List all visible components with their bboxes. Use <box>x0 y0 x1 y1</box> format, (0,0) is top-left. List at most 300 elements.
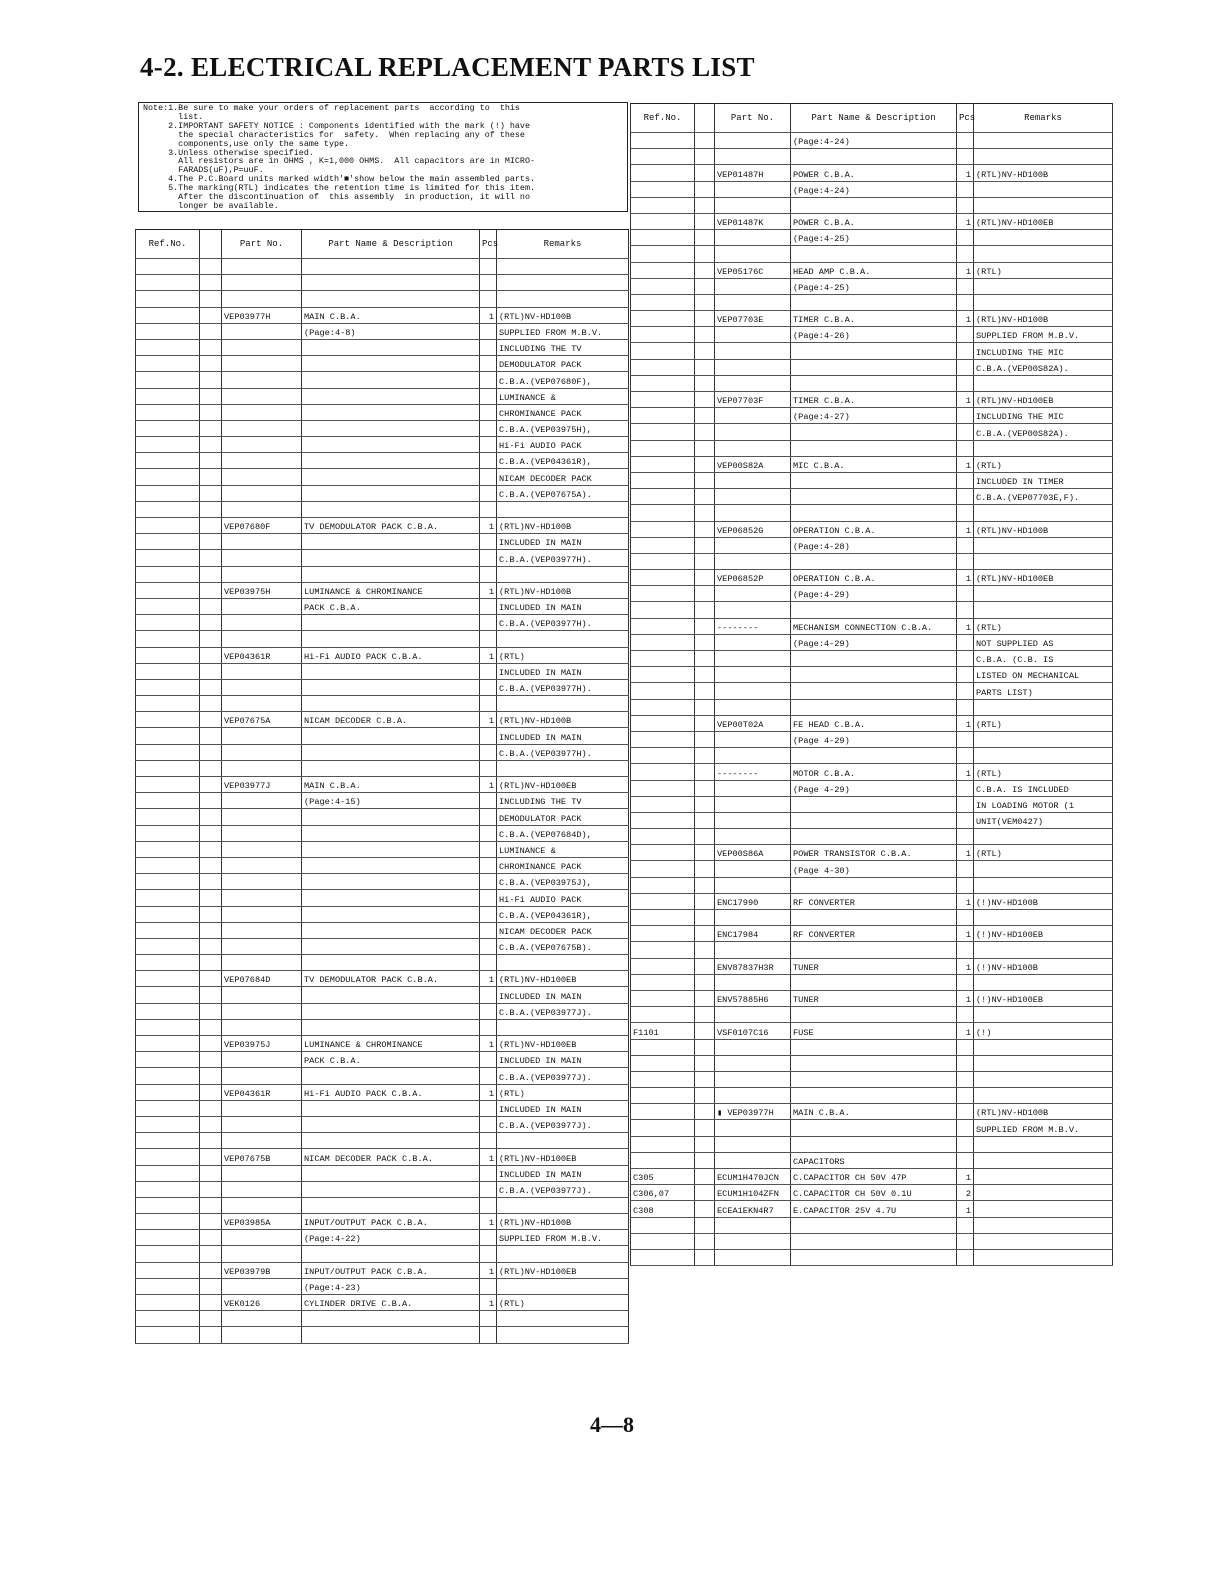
cell-ref-no <box>631 294 695 310</box>
cell-remarks: C.B.A.(VEP04361R), <box>497 906 629 922</box>
cell-part-no <box>715 1152 791 1168</box>
cell-ref-no <box>631 618 695 634</box>
cell-remarks <box>974 1201 1113 1217</box>
table-row <box>136 1133 629 1149</box>
cell-remarks: CHROMINANCE PACK <box>497 404 629 420</box>
cell-ref-no <box>136 874 200 890</box>
cell-ref-no <box>136 1311 200 1327</box>
notes-box <box>138 102 628 212</box>
cell-pcs <box>957 974 974 990</box>
cell-ref-no <box>136 1133 200 1149</box>
cell-description: TIMER C.B.A. <box>791 311 957 327</box>
cell-description: RF CONVERTER <box>791 926 957 942</box>
cell-part-no <box>222 404 302 420</box>
table-row <box>136 323 629 339</box>
cell-description: (Page:4-8) <box>302 323 480 339</box>
table-row <box>136 437 629 453</box>
cell-part-no <box>222 906 302 922</box>
cell-description <box>302 631 480 647</box>
table-row <box>631 926 1113 942</box>
cell-ref-no <box>136 1003 200 1019</box>
cell-description <box>791 667 957 683</box>
cell-pcs <box>480 955 497 971</box>
cell-description: Hi-Fi AUDIO PACK C.B.A. <box>302 647 480 663</box>
cell-description: TIMER C.B.A. <box>791 392 957 408</box>
table-row <box>631 424 1113 440</box>
cell-remarks: (RTL) <box>497 647 629 663</box>
cell-ref-no <box>136 388 200 404</box>
cell-pcs <box>480 906 497 922</box>
cell-pcs <box>957 796 974 812</box>
cell-ref-no <box>136 696 200 712</box>
cell-part-no <box>222 1133 302 1149</box>
cell-remarks <box>974 1007 1113 1023</box>
cell-ref-no <box>631 812 695 828</box>
cell-part-no <box>715 667 791 683</box>
cell-ref-no <box>631 1120 695 1136</box>
cell-description <box>302 1068 480 1084</box>
cell-description <box>302 1165 480 1181</box>
cell-description <box>791 149 957 165</box>
cell-description: LUMINANCE & CHROMINANCE <box>302 1036 480 1052</box>
table-row <box>631 278 1113 294</box>
note-line: the special characteristics for safety. When replacing any of these <box>143 129 525 140</box>
cell-ref-no <box>631 408 695 424</box>
cell-part-no <box>222 841 302 857</box>
cell-pcs <box>480 987 497 1003</box>
cell-part-no: ECEA1EKN4R7 <box>715 1201 791 1217</box>
cell-remarks <box>497 1133 629 1149</box>
cell-pcs: 1 <box>480 1149 497 1165</box>
cell-remarks: C.B.A.(VEP03975H), <box>497 420 629 436</box>
cell-part-no <box>715 230 791 246</box>
header-pcs: Pcs <box>957 104 974 133</box>
cell-part-no: VEP07703F <box>715 392 791 408</box>
cell-description <box>302 420 480 436</box>
cell-remarks: (RTL)NV-HD100B <box>974 311 1113 327</box>
cell-pcs <box>480 1246 497 1262</box>
table-row <box>136 1262 629 1278</box>
table-row <box>136 841 629 857</box>
cell-ref-no <box>631 780 695 796</box>
table-row <box>631 392 1113 408</box>
cell-remarks: C.B.A.(VEP07703E,F). <box>974 489 1113 505</box>
cell-description: C.CAPACITOR CH 50V 0.1U <box>791 1185 957 1201</box>
cell-remarks <box>974 375 1113 391</box>
cell-part-no: VEP04361R <box>222 647 302 663</box>
table-row <box>136 339 629 355</box>
cell-part-no: VEP00T02A <box>715 715 791 731</box>
cell-description: PACK C.B.A. <box>302 1052 480 1068</box>
cell-pcs <box>480 1003 497 1019</box>
cell-pcs: 1 <box>480 1214 497 1230</box>
cell-description: OPERATION C.B.A. <box>791 570 957 586</box>
cell-part-no: ECUM1H104ZFN <box>715 1185 791 1201</box>
cell-ref-no <box>631 699 695 715</box>
table-row <box>631 246 1113 262</box>
cell-pcs <box>957 537 974 553</box>
table-row <box>631 1217 1113 1233</box>
cell-part-no <box>715 343 791 359</box>
cell-pcs <box>480 420 497 436</box>
cell-remarks: NOT SUPPLIED AS <box>974 634 1113 650</box>
cell-ref-no <box>631 181 695 197</box>
cell-remarks: (RTL) <box>497 1295 629 1311</box>
header-part-no: Part No. <box>222 230 302 259</box>
cell-description <box>302 501 480 517</box>
cell-description <box>791 1071 957 1087</box>
table-row <box>631 133 1113 149</box>
cell-description: TV DEMODULATOR PACK C.B.A. <box>302 971 480 987</box>
cell-part-no <box>715 1071 791 1087</box>
cell-description <box>302 728 480 744</box>
cell-part-no <box>222 631 302 647</box>
cell-remarks <box>974 230 1113 246</box>
cell-part-no <box>222 259 302 275</box>
cell-part-no: VEP07675B <box>222 1149 302 1165</box>
cell-part-no <box>715 1120 791 1136</box>
cell-description: (Page 4-30) <box>791 861 957 877</box>
cell-ref-no <box>136 420 200 436</box>
cell-remarks <box>974 197 1113 213</box>
cell-remarks: (!) <box>974 1023 1113 1039</box>
cell-description <box>791 1088 957 1104</box>
cell-remarks: C.B.A.(VEP03977H). <box>497 679 629 695</box>
cell-part-no <box>222 890 302 906</box>
cell-ref-no <box>136 1019 200 1035</box>
cell-pcs <box>957 829 974 845</box>
cell-ref-no <box>631 877 695 893</box>
cell-description <box>302 1246 480 1262</box>
cell-pcs: 1 <box>957 570 974 586</box>
cell-part-no: VEP06852P <box>715 570 791 586</box>
cell-ref-no: C308 <box>631 1201 695 1217</box>
cell-ref-no <box>136 1052 200 1068</box>
table-row <box>631 408 1113 424</box>
cell-ref-no <box>136 793 200 809</box>
cell-remarks: C.B.A. (C.B. IS <box>974 651 1113 667</box>
cell-description: (Page:4-15) <box>302 793 480 809</box>
cell-description <box>791 1249 957 1265</box>
cell-ref-no <box>136 1214 200 1230</box>
table-row <box>631 958 1113 974</box>
cell-part-no <box>715 440 791 456</box>
cell-remarks: INCLUDED IN MAIN <box>497 1100 629 1116</box>
cell-description <box>791 683 957 699</box>
cell-pcs <box>957 294 974 310</box>
cell-pcs: 1 <box>957 1201 974 1217</box>
cell-description <box>302 809 480 825</box>
cell-pcs <box>480 372 497 388</box>
cell-ref-no <box>136 825 200 841</box>
cell-ref-no <box>631 845 695 861</box>
cell-pcs <box>480 744 497 760</box>
table-row <box>136 1311 629 1327</box>
cell-ref-no <box>136 501 200 517</box>
cell-part-no <box>222 291 302 307</box>
cell-remarks <box>974 699 1113 715</box>
cell-description <box>791 197 957 213</box>
cell-description: HEAD AMP C.B.A. <box>791 262 957 278</box>
cell-description <box>791 1136 957 1152</box>
cell-pcs: 1 <box>957 392 974 408</box>
cell-ref-no <box>631 1104 695 1120</box>
cell-remarks <box>974 553 1113 569</box>
note-line: longer be available. <box>143 200 279 211</box>
cell-description <box>302 1311 480 1327</box>
cell-description <box>302 1003 480 1019</box>
cell-part-no <box>222 501 302 517</box>
cell-remarks: INCLUDING THE TV <box>497 793 629 809</box>
cell-remarks <box>974 829 1113 845</box>
cell-pcs <box>957 1249 974 1265</box>
cell-description <box>302 1100 480 1116</box>
cell-description <box>302 696 480 712</box>
cell-ref-no <box>136 1149 200 1165</box>
cell-pcs <box>957 910 974 926</box>
cell-part-no <box>715 699 791 715</box>
cell-description <box>791 877 957 893</box>
cell-pcs: 1 <box>480 647 497 663</box>
table-row <box>136 793 629 809</box>
table-row <box>136 1100 629 1116</box>
cell-description <box>302 534 480 550</box>
cell-pcs <box>957 699 974 715</box>
cell-remarks <box>974 731 1113 747</box>
cell-pcs <box>480 696 497 712</box>
cell-pcs: 1 <box>957 926 974 942</box>
note-line: components,use only the same type. <box>143 138 350 149</box>
cell-part-no <box>222 1052 302 1068</box>
cell-description: POWER TRANSISTOR C.B.A. <box>791 845 957 861</box>
cell-pcs: 1 <box>957 990 974 1006</box>
cell-ref-no <box>136 275 200 291</box>
cell-pcs <box>957 634 974 650</box>
page-title: 4-2. ELECTRICAL REPLACEMENT PARTS LIST <box>140 52 755 82</box>
cell-ref-no <box>631 1039 695 1055</box>
cell-part-no <box>715 327 791 343</box>
cell-pcs <box>480 1165 497 1181</box>
cell-ref-no <box>136 1084 200 1100</box>
cell-part-no <box>222 534 302 550</box>
cell-pcs: 1 <box>480 1262 497 1278</box>
cell-ref-no: F1101 <box>631 1023 695 1039</box>
cell-description <box>791 1217 957 1233</box>
cell-description: TUNER <box>791 958 957 974</box>
cell-description: E.CAPACITOR 25V 4.7U <box>791 1201 957 1217</box>
table-row <box>631 634 1113 650</box>
cell-part-no: ENV87837H3R <box>715 958 791 974</box>
cell-ref-no <box>136 1181 200 1197</box>
table-row <box>136 906 629 922</box>
cell-description <box>302 275 480 291</box>
cell-description: TUNER <box>791 990 957 1006</box>
cell-pcs: 1 <box>480 518 497 534</box>
cell-ref-no <box>136 809 200 825</box>
cell-remarks: (RTL) <box>974 456 1113 472</box>
table-row <box>631 505 1113 521</box>
cell-remarks: (RTL)NV-HD100B <box>497 582 629 598</box>
cell-pcs <box>957 861 974 877</box>
table-row <box>136 1214 629 1230</box>
cell-ref-no <box>631 489 695 505</box>
cell-description: POWER C.B.A. <box>791 165 957 181</box>
cell-description <box>791 1039 957 1055</box>
cell-ref-no <box>631 715 695 731</box>
table-row <box>136 598 629 614</box>
cell-remarks: (RTL) <box>974 715 1113 731</box>
table-row <box>136 712 629 728</box>
cell-part-no <box>222 679 302 695</box>
cell-part-no <box>715 246 791 262</box>
cell-ref-no <box>136 906 200 922</box>
table-row <box>136 550 629 566</box>
cell-description <box>302 1197 480 1213</box>
cell-ref-no <box>631 375 695 391</box>
cell-pcs <box>480 437 497 453</box>
cell-remarks <box>497 291 629 307</box>
cell-description: (Page:4-25) <box>791 278 957 294</box>
table-row <box>136 1084 629 1100</box>
table-row <box>631 764 1113 780</box>
cell-remarks <box>974 1055 1113 1071</box>
table-row <box>136 566 629 582</box>
table-row <box>631 586 1113 602</box>
cell-description: MIC C.B.A. <box>791 456 957 472</box>
page-number: 4—8 <box>590 1412 634 1437</box>
cell-part-no <box>222 1068 302 1084</box>
cell-remarks <box>497 1327 629 1343</box>
table-row <box>631 1169 1113 1185</box>
table-row <box>136 777 629 793</box>
cell-remarks: C.B.A.(VEP07675B). <box>497 938 629 954</box>
cell-remarks: NICAM DECODER PACK <box>497 469 629 485</box>
cell-part-no: VEP05176C <box>715 262 791 278</box>
table-row <box>631 165 1113 181</box>
cell-ref-no <box>136 1262 200 1278</box>
cell-description: (Page:4-29) <box>791 586 957 602</box>
cell-description: TV DEMODULATOR PACK C.B.A. <box>302 518 480 534</box>
cell-part-no <box>715 197 791 213</box>
cell-pcs <box>957 472 974 488</box>
cell-remarks: (RTL)NV-HD100B <box>497 518 629 534</box>
table-row <box>631 262 1113 278</box>
cell-pcs <box>480 841 497 857</box>
cell-ref-no <box>631 990 695 1006</box>
cell-part-no <box>222 825 302 841</box>
cell-pcs <box>480 453 497 469</box>
cell-pcs <box>480 728 497 744</box>
cell-description <box>791 1233 957 1249</box>
table-row <box>136 809 629 825</box>
table-row <box>631 683 1113 699</box>
cell-description: OPERATION C.B.A. <box>791 521 957 537</box>
cell-ref-no <box>136 469 200 485</box>
cell-pcs: 1 <box>480 582 497 598</box>
cell-pcs <box>480 809 497 825</box>
header-remarks: Remarks <box>974 104 1113 133</box>
cell-part-no: VEP00S82A <box>715 456 791 472</box>
cell-ref-no <box>631 1088 695 1104</box>
table-row <box>136 857 629 873</box>
cell-ref-no <box>136 582 200 598</box>
cell-part-no <box>222 566 302 582</box>
cell-description: (Page:4-25) <box>791 230 957 246</box>
cell-part-no <box>715 829 791 845</box>
cell-pcs <box>480 1019 497 1035</box>
cell-ref-no <box>136 404 200 420</box>
cell-pcs: 1 <box>480 1036 497 1052</box>
cell-description: (Page:4-27) <box>791 408 957 424</box>
cell-ref-no <box>136 615 200 631</box>
cell-pcs <box>480 1311 497 1327</box>
cell-part-no: VEP03977J <box>222 777 302 793</box>
cell-description <box>791 910 957 926</box>
cell-pcs: 1 <box>957 1023 974 1039</box>
table-row <box>631 1120 1113 1136</box>
table-row <box>136 1052 629 1068</box>
cell-part-no <box>715 489 791 505</box>
table-row <box>631 1023 1113 1039</box>
cell-ref-no <box>136 566 200 582</box>
cell-remarks <box>974 1071 1113 1087</box>
cell-part-no <box>222 437 302 453</box>
cell-ref-no <box>136 1295 200 1311</box>
cell-remarks: C.B.A.(VEP03977J). <box>497 1116 629 1132</box>
cell-part-no <box>222 1327 302 1343</box>
cell-ref-no <box>631 246 695 262</box>
table-row <box>631 327 1113 343</box>
cell-pcs <box>957 780 974 796</box>
cell-pcs <box>957 230 974 246</box>
cell-remarks <box>974 1136 1113 1152</box>
cell-pcs <box>957 1217 974 1233</box>
cell-ref-no <box>631 602 695 618</box>
cell-ref-no <box>136 485 200 501</box>
cell-pcs <box>957 553 974 569</box>
cell-ref-no <box>631 1233 695 1249</box>
cell-description: MECHANISM CONNECTION C.B.A. <box>791 618 957 634</box>
cell-description <box>791 424 957 440</box>
cell-description <box>302 291 480 307</box>
cell-ref-no <box>631 942 695 958</box>
cell-description <box>791 472 957 488</box>
table-row <box>631 651 1113 667</box>
table-row <box>631 1039 1113 1055</box>
cell-remarks: C.B.A.(VEP03977H). <box>497 615 629 631</box>
cell-part-no: VEP03977H <box>222 307 302 323</box>
cell-remarks <box>497 631 629 647</box>
note-line: 5.The marking(RTL) indicates the retention time is limited for this item. <box>143 183 536 194</box>
cell-ref-no <box>631 262 695 278</box>
cell-remarks <box>974 294 1113 310</box>
cell-part-no <box>715 651 791 667</box>
cell-description <box>302 679 480 695</box>
cell-remarks: INCLUDED IN MAIN <box>497 663 629 679</box>
cell-pcs <box>480 550 497 566</box>
cell-part-no <box>715 602 791 618</box>
cell-description <box>302 1181 480 1197</box>
cell-part-no <box>715 278 791 294</box>
cell-ref-no <box>631 634 695 650</box>
cell-part-no <box>715 877 791 893</box>
table-row <box>631 1055 1113 1071</box>
cell-description <box>302 372 480 388</box>
cell-part-no <box>222 728 302 744</box>
cell-description <box>302 1116 480 1132</box>
cell-part-no <box>222 1230 302 1246</box>
cell-description <box>791 829 957 845</box>
